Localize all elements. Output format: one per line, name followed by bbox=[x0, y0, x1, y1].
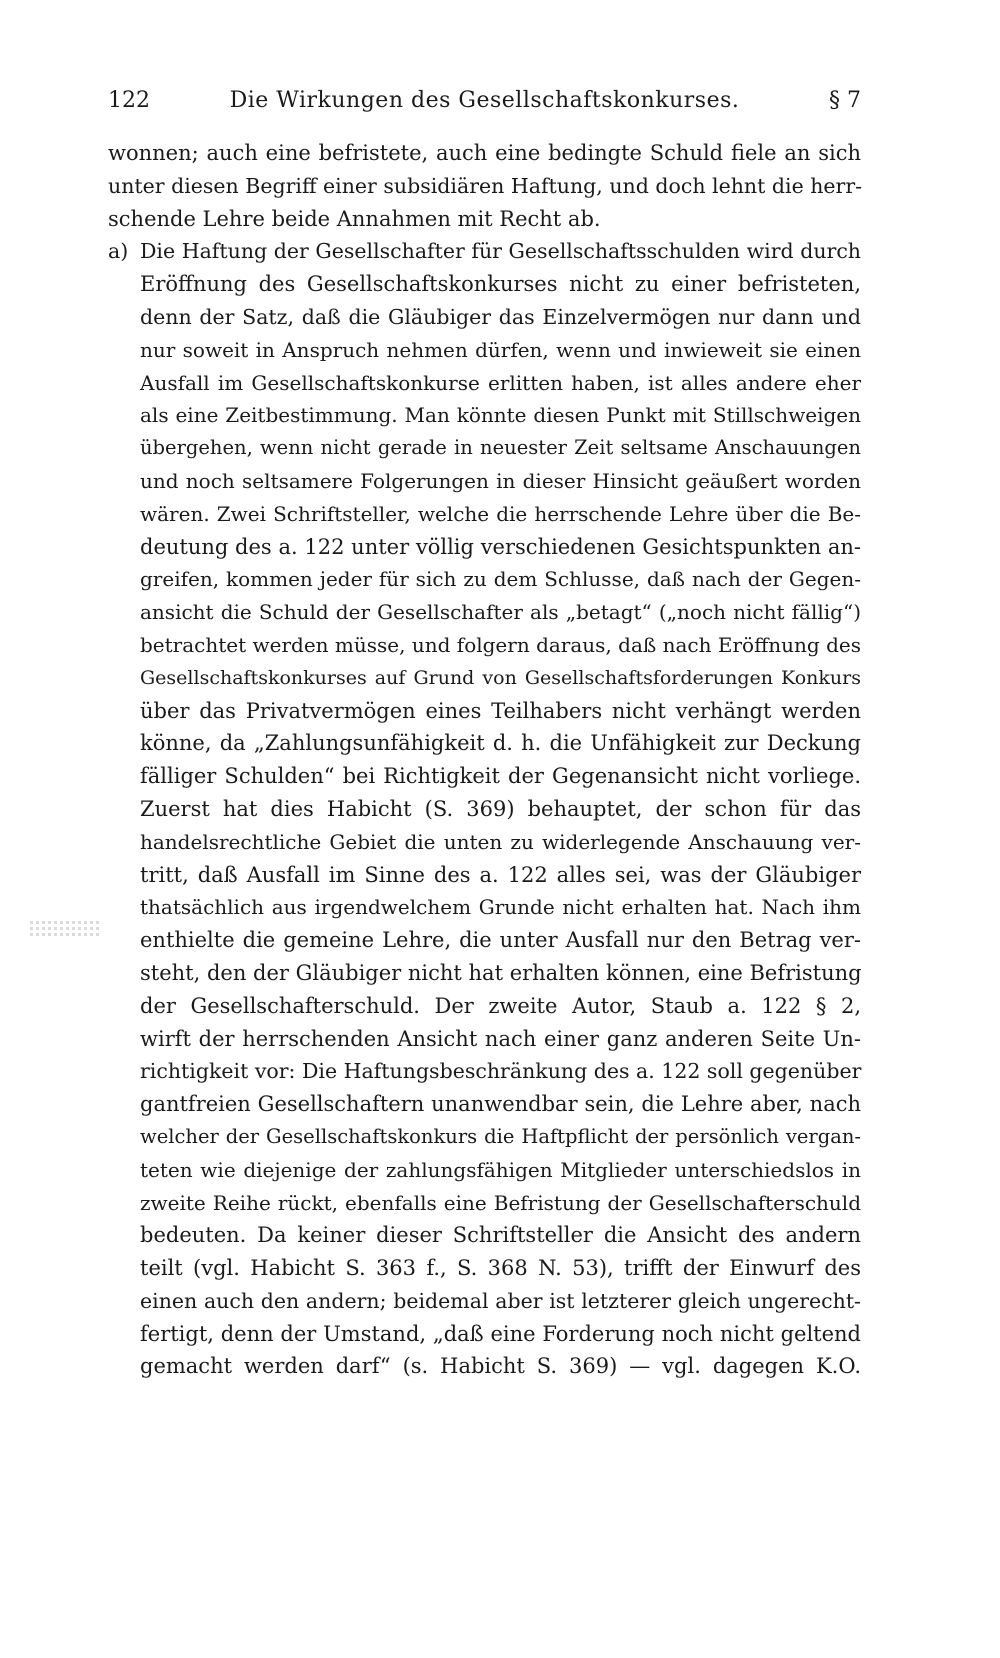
text-line: teten wie diejenige der zahlungsfähigen Mitglieder unterschiedslos in bbox=[140, 1157, 861, 1182]
text-line: könne, da „Zahlungsunfähigkeit d. h. die Unfähigkeit zur Deckung bbox=[140, 731, 861, 756]
text-line: gemacht werden darf“ (s. Habicht S. 369) — vgl. dagegen K.O. bbox=[140, 1354, 861, 1379]
text-line: enthielte die gemeine Lehre, die unter Ausfall nur den Betrag ver- bbox=[140, 928, 861, 953]
text-line: fälliger Schulden“ bei Richtigkeit der Gegenansicht nicht vorliege. bbox=[140, 764, 861, 789]
text-line: als eine Zeitbestimmung. Man könnte diesen Punkt mit Stillschweigen bbox=[140, 403, 861, 428]
text-line: nur soweit in Anspruch nehmen dürfen, wenn und inwieweit sie einen bbox=[140, 337, 861, 362]
text-line: wirft der herrschenden Ansicht nach einer ganz anderen Seite Un- bbox=[140, 1026, 861, 1051]
text-line: Zuerst hat dies Habicht (S. 369) behauptet, der schon für das bbox=[140, 796, 861, 821]
text-line: welcher der Gesellschaftskonkurs die Haftpflicht der persönlich vergan- bbox=[140, 1124, 861, 1148]
text-line: thatsächlich aus irgendwelchem Grunde nicht erhalten hat. Nach ihm bbox=[140, 895, 861, 920]
text-line: fertigt, denn der Umstand, „daß eine Forderung noch nicht geltend bbox=[140, 1321, 861, 1346]
text-line: teilt (vgl. Habicht S. 363 f., S. 368 N. 53), trifft der Einwurf des bbox=[140, 1256, 861, 1281]
body-text bbox=[108, 137, 861, 1383]
text-line: über das Privatvermögen eines Teilhabers nicht verhängt werden bbox=[140, 698, 861, 723]
text-line: richtigkeit vor: Die Haftungsbeschränkung des a. 122 soll gegenüber bbox=[140, 1059, 862, 1084]
text-line: übergehen, wenn nicht gerade in neuester Zeit seltsame Anschauungen bbox=[140, 436, 861, 460]
text-line: steht, den der Gläubiger nicht hat erhalten können, eine Befristung bbox=[140, 960, 862, 985]
text-line: der Gesellschafterschuld. Der zweite Autor, Staub a. 122 § 2, bbox=[140, 993, 861, 1018]
text-line: Ausfall im Gesellschaftskonkurse erlitten haben, ist alles andere eher bbox=[140, 370, 861, 395]
text-line: ansicht die Schuld der Gesellschafter als „betagt“ („noch nicht fällig“) bbox=[140, 600, 861, 625]
text-line: und noch seltsamere Folgerungen in dieser Hinsicht geäußert worden bbox=[140, 468, 861, 493]
margin-stamp-mark bbox=[30, 918, 100, 944]
text-line: handelsrechtliche Gebiet die unten zu widerlegende Anschauung ver- bbox=[140, 829, 861, 854]
text-line: greifen, kommen jeder für sich zu dem Schlusse, daß nach der Gegen- bbox=[140, 567, 861, 592]
text-line: deutung des a. 122 unter völlig verschiedenen Gesichtspunkten an- bbox=[140, 534, 861, 559]
text-line: zweite Reihe rückt, ebenfalls eine Befristung der Gesellschafterschuld bbox=[140, 1190, 861, 1215]
page-header bbox=[108, 88, 861, 128]
text-line: wären. Zwei Schriftsteller, welche die herrschende Lehre über die Be- bbox=[140, 501, 861, 526]
text-line: schende Lehre beide Annahmen mit Recht ab. bbox=[108, 206, 601, 231]
text-line: unter diesen Begriff einer subsidiären Haftung, und doch lehnt die herr- bbox=[108, 173, 863, 198]
text-line: wonnen; auch eine befristete, auch eine bedingte Schuld fiele an sich bbox=[108, 141, 861, 165]
text-line: Eröffnung des Gesellschaftskonkurses nicht zu einer befristeten, bbox=[140, 272, 861, 297]
text-line: betrachtet werden müsse, und folgern daraus, daß nach Eröffnung des bbox=[140, 632, 861, 657]
text-line: einen auch den andern; beidemal aber ist letzterer gleich ungerecht- bbox=[140, 1288, 861, 1313]
text-line: bedeuten. Da keiner dieser Schriftsteller die Ansicht des andern bbox=[140, 1223, 861, 1248]
text-line: Gesellschaftskonkurses auf Grund von Gesellschaftsforderungen Konkurs bbox=[140, 666, 861, 689]
text-line: tritt, daß Ausfall im Sinne des a. 122 alles sei, was der Gläubiger bbox=[140, 862, 861, 887]
text-line: denn der Satz, daß die Gläubiger das Einzelvermögen nur dann und bbox=[140, 304, 861, 329]
text-line: gantfreien Gesellschaftern unanwendbar sein, die Lehre aber, nach bbox=[140, 1092, 861, 1117]
section-mark: § 7 bbox=[829, 88, 861, 113]
text-line: Die Haftung der Gesellschafter für Gesellschaftsschulden wird durch bbox=[140, 239, 861, 264]
page-number: 122 bbox=[108, 88, 150, 113]
item-label: a) bbox=[108, 239, 129, 264]
running-title: Die Wirkungen des Gesellschaftskonkurses. bbox=[229, 88, 740, 113]
list-item-a-first-line bbox=[108, 235, 861, 268]
